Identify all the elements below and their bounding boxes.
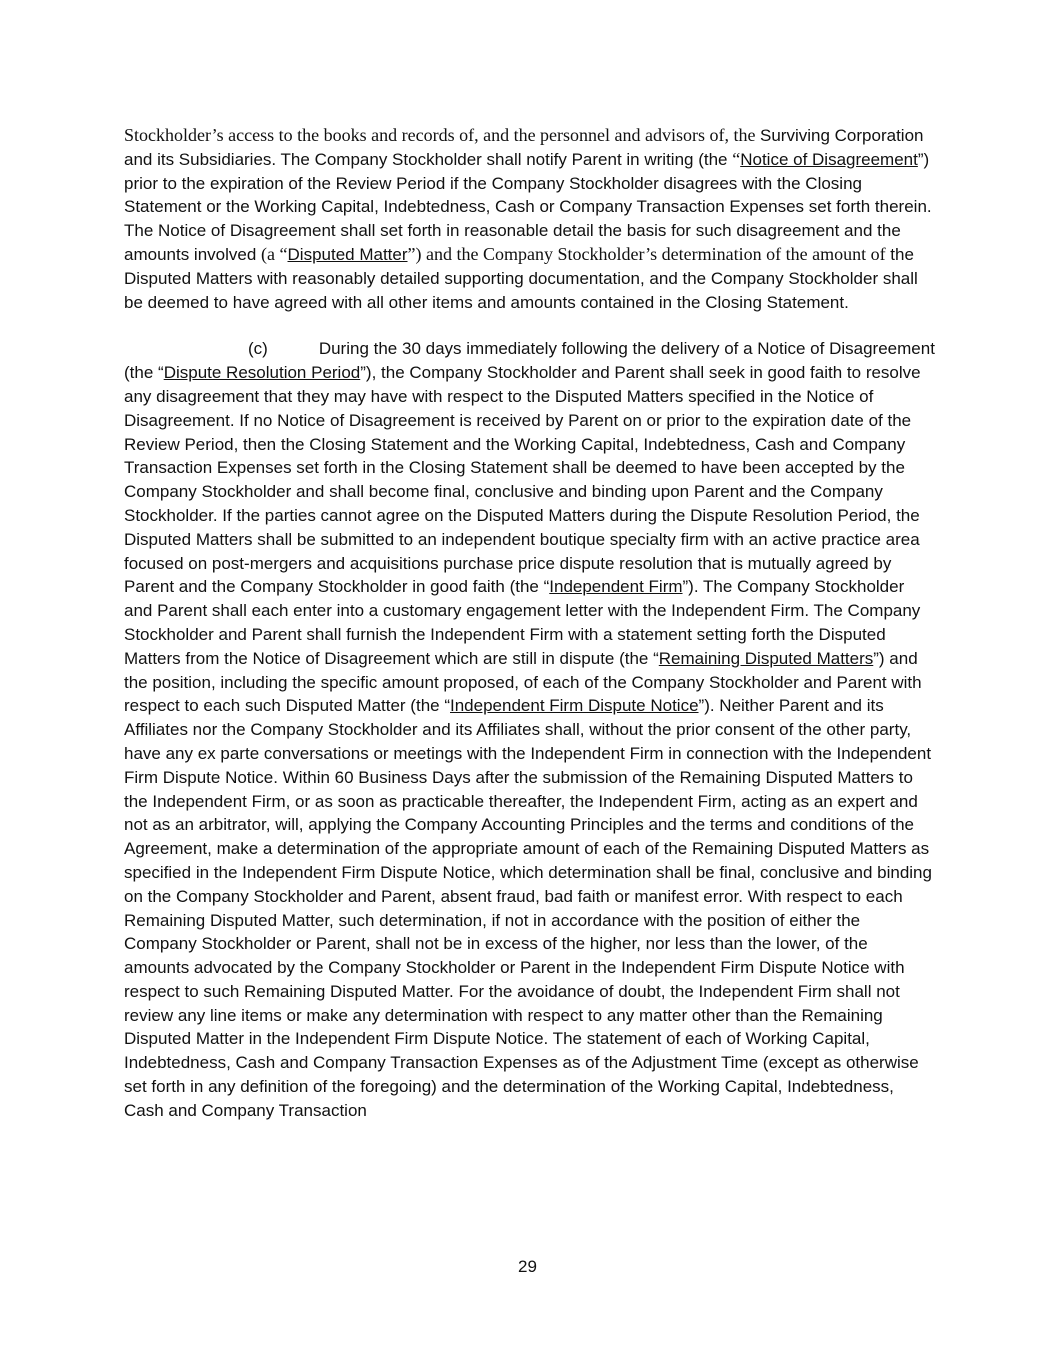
quote-mark: “ [732, 148, 741, 169]
text-segment: Surviving Corporation and its Subsidiaries. The Company Stockholder shall notify Parent in writing (the [124, 126, 924, 169]
paragraph-dispute-resolution [124, 337, 936, 1122]
text-segment: ”). Neither Parent and its Affiliates nor the Company Stockholder and its Affiliates shall, without the prior consent of the other party, have any ex parte conversations or meetings with the Independent Firm in connection with the Independent Firm Dispute Notice. Within 60 Business Days after the submission of the Remaining Disputed Matters to the Independent Firm, or as soon as practicable thereafter, the Independent Firm, acting as an expert and not as an arbitrator, will, applying the Company Accounting Principles and the terms and conditions of the Agreement, make a determination of the appropriate amount of each of the Remaining Disputed Matters as specified in the Independent Firm Dispute Notice, which determination shall be final, conclusive and binding on the Company Stockholder and Parent, absent fraud, bad faith or manifest error. With respect to each Remaining Disputed Matter, such determination, if not in accordance with the position of either the Company Stockholder or Parent, shall not be in excess of the higher, nor less than the lower, of the amounts advocated by the Company Stockholder or Parent in the Independent Firm Dispute Notice with respect to such Remaining Disputed Matter. For the avoidance of doubt, the Independent Firm shall not review any line items or make any determination with respect to any matter other than the Remaining Disputed Matter in the Independent Firm Dispute Notice. The statement of each of Working Capital, Indebtedness, Cash and Company Transaction Expenses as of the Adjustment Time (except as otherwise set forth in any definition of the foregoing) and the determination of the Working Capital, Indebtedness, Cash and Company Transaction [124, 696, 932, 1120]
defined-term-disputed-matter: Disputed Matter [287, 244, 408, 264]
defined-term-dispute-resolution-period: Dispute Resolution Period [163, 363, 361, 383]
text-segment: Stockholder’s access to the books and records of, and the personnel and advisors of, the [124, 125, 761, 145]
text-segment: ”) and the Company Stockholder’s determination of the amount of [407, 243, 886, 264]
document-page [124, 124, 936, 1123]
paragraph-review-disagreement [124, 124, 936, 314]
section-label: (c) [248, 339, 268, 359]
text-segment: ”). The Company Stockholder and Parent shall each enter into a customary engagement letter with the Independent Firm. The Company Stockholder and Parent shall furnish the Independent Firm with a statement setting forth the Disputed Matters from the Notice of Disagreement which are still in dispute (the “ [124, 577, 921, 668]
defined-term-independent-firm: Independent Firm [549, 577, 683, 597]
text-segment: ”), the Company Stockholder and Parent shall seek in good faith to resolve any disagreement that they may have with respect to the Disputed Matters specified in the Notice of Disagreement. If no Notice of Disagreement is received by Parent on or prior to the expiration date of the Review Period, then the Closing Statement and the Working Capital, Indebtedness, Cash and Company Transaction Expenses set forth in the Closing Statement shall be deemed to have been accepted by the Company Stockholder and shall become final, conclusive and binding upon Parent and the Company Stockholder. If the parties cannot agree on the Disputed Matters during the Dispute Resolution Period, the Disputed Matters shall be submitted to an independent boutique specialty firm with an active practice area focused on post-mergers and acquisitions purchase price dispute resolution that is mutually agreed by Parent and the Company Stockholder in good faith (the “ [124, 363, 921, 597]
text-segment: the Disputed Matters with reasonably detailed supporting documentation, and the Company Stockholder shall be deemed to have agreed with all other items and amounts contained in the Closing Statement. [124, 244, 918, 312]
defined-term-notice-of-disagreement: Notice of Disagreement [740, 149, 918, 169]
text-segment: During the 30 days immediately following the delivery of a Notice of Disagreement (the “ [124, 339, 935, 383]
text-segment: ”) prior to the expiration of the Review Period if the Company Stockholder disagrees with the Closing Statement or the Working Capital, Indebtedness, Cash or Company Transaction Expenses set forth therein. The Notice of Disagreement shall set forth in reasonable detail the basis for such disagreement and the amounts involved [124, 149, 932, 264]
text-segment: ”) and the position, including the specific amount proposed, of each of the Company Stockholder and Parent with respect to each such Disputed Matter (the “ [124, 648, 922, 716]
text-segment: (a “ [261, 243, 288, 264]
defined-term-remaining-disputed-matters: Remaining Disputed Matters [658, 648, 874, 668]
page-number: 29 [518, 1257, 537, 1276]
defined-term-independent-firm-dispute-notice: Independent Firm Dispute Notice [450, 696, 699, 716]
